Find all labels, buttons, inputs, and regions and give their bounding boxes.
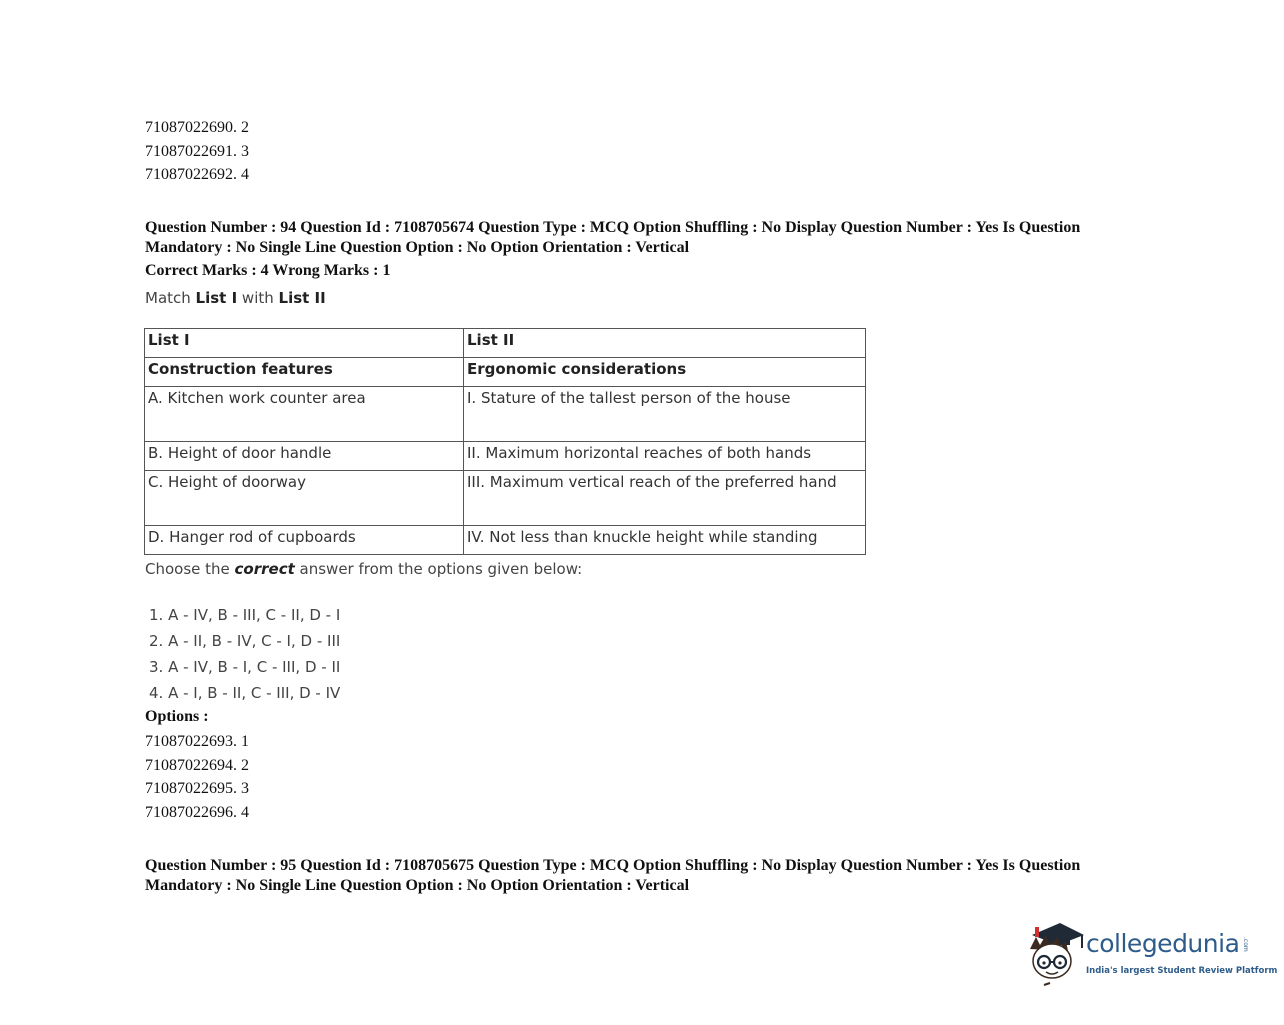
collegedunia-logo [1022, 915, 1278, 995]
table-cell: List II [464, 329, 866, 358]
answer-choice: 1. A - IV, B - III, C - II, D - I [149, 606, 341, 624]
question-94-options [145, 730, 249, 824]
table-row [145, 526, 866, 555]
question-94-header: Question Number : 94 Question Id : 7108705674 Question Type : MCQ Option Shuffling : No Display Question Number : Yes Is Question Mandatory : No Single Line Question Option : No Option Orientation : Vertical [145, 219, 1081, 256]
logo-tagline: India's largest Student Review Platform [1086, 966, 1278, 976]
table-cell: D. Hanger rod of cupboards [145, 526, 464, 555]
option-line: 71087022691. 3 [145, 142, 249, 160]
question-94-text: Match List I with List II [145, 289, 326, 307]
answer-choice: 4. A - I, B - II, C - III, D - IV [149, 684, 341, 702]
question-95-header: Question Number : 95 Question Id : 7108705675 Question Type : MCQ Option Shuffling : No Display Question Number : Yes Is Question Mandatory : No Single Line Question Option : No Option Orientation : Vertical [145, 857, 1081, 894]
options-label: Options : [145, 708, 209, 725]
answer-choice: 2. A - II, B - IV, C - I, D - III [149, 632, 341, 650]
table-cell: B. Height of door handle [145, 442, 464, 471]
table-cell: A. Kitchen work counter area [145, 387, 464, 442]
table-row [145, 387, 866, 442]
table-header-row [145, 329, 866, 358]
question-94-marks: Correct Marks : 4 Wrong Marks : 1 [145, 262, 391, 279]
option-line: 71087022695. 3 [145, 780, 249, 797]
previous-question-options [145, 116, 249, 187]
mascot-icon [1022, 915, 1088, 990]
option-line: 71087022693. 1 [145, 733, 249, 750]
option-line: 71087022696. 4 [145, 803, 249, 821]
logo-dotcom: .com [1242, 937, 1249, 952]
table-cell: I. Stature of the tallest person of the house [464, 387, 866, 442]
option-line: 71087022690. 2 [145, 119, 249, 136]
answer-choices [149, 602, 340, 706]
choose-instruction: Choose the correct answer from the options given below: [145, 560, 583, 578]
table-cell: IV. Not less than knuckle height while standing [464, 526, 866, 555]
answer-choice: 3. A - IV, B - I, C - III, D - II [149, 658, 341, 676]
table-cell: Ergonomic considerations [464, 358, 866, 387]
table-cell: List I [145, 329, 464, 358]
table-row [145, 442, 866, 471]
table-subheader-row [145, 358, 866, 387]
table-cell: Construction features [145, 358, 464, 387]
table-cell: C. Height of doorway [145, 471, 464, 526]
table-cell: III. Maximum vertical reach of the preferred hand [464, 471, 866, 526]
option-line: 71087022692. 4 [145, 166, 249, 183]
table-row [145, 471, 866, 526]
option-line: 71087022694. 2 [145, 756, 249, 774]
table-cell: II. Maximum horizontal reaches of both hands [464, 442, 866, 471]
match-table [144, 328, 866, 555]
logo-wordmark: collegedunia [1086, 929, 1240, 958]
